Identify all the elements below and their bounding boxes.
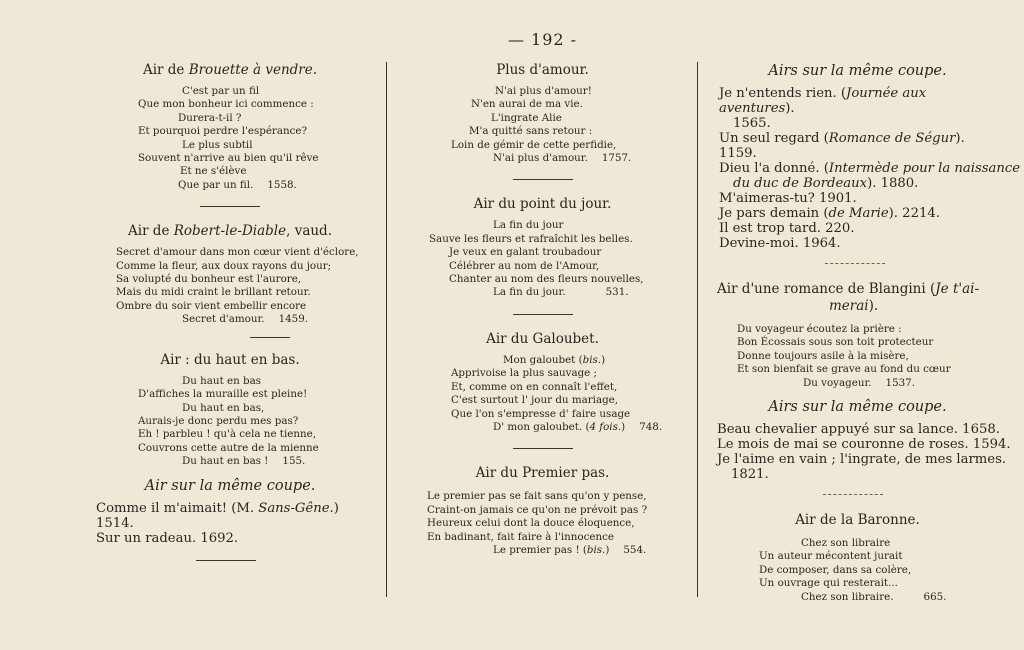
air-entry: Je l'aime en vain ; l'ingrate, de mes larmes.	[717, 452, 1007, 468]
verse-line: Secret d'amour dans mon cœur vient d'éclore,	[116, 246, 359, 259]
air-list	[719, 86, 1021, 251]
entry-text: ).	[785, 101, 795, 116]
separator	[823, 494, 883, 496]
heading-text: Air de	[128, 223, 174, 240]
separator	[196, 560, 256, 561]
entry-text: ). 1159.	[719, 131, 965, 161]
separator	[513, 314, 573, 315]
verse-line: Heureux celui dont la douce éloquence,	[427, 517, 635, 530]
verse-line	[451, 421, 680, 434]
verse-line: Bon Écossais sous son toit protecteur	[737, 336, 934, 349]
verse-line: Comme la fleur, aux doux rayons du jour;	[116, 259, 332, 272]
song-heading: Air de la Baronne.	[795, 512, 920, 529]
verse-text: Le premier pas ! (	[493, 543, 587, 556]
verse-line: N'en aurai de ma vie.	[471, 98, 583, 111]
separator	[200, 206, 260, 207]
entry-title: du duc de Bordeaux	[733, 176, 868, 191]
air-number: 1558.	[267, 178, 297, 191]
entry-title: Journée aux aventures	[719, 86, 927, 116]
verse-line: C'est surtout l' jour du mariage,	[451, 394, 619, 407]
air-entry	[719, 161, 1021, 176]
verse-line	[737, 377, 1000, 390]
entry-text: Comme il m'aimait! (M.	[96, 500, 259, 516]
entry-text: ) 1514.	[96, 500, 339, 531]
air-number: 1565.	[733, 116, 771, 131]
song-heading: Air du Premier pas.	[475, 465, 610, 482]
heading-title: Je t'ai-	[935, 281, 980, 297]
verse-line: Donne toujours asile à la misère,	[737, 349, 909, 362]
verse-text: Du voyageur.	[803, 376, 872, 389]
verse	[90, 375, 370, 469]
heading-text: ).	[868, 298, 879, 314]
air-entry: M'aimeras-tu? 1901.	[719, 191, 857, 206]
verse-line: M'a quitté sans retour :	[469, 125, 593, 138]
air-entry	[719, 206, 1000, 221]
verse-text: )	[601, 353, 606, 366]
verse	[90, 85, 370, 192]
column-2	[405, 62, 680, 557]
air-entry	[719, 176, 1000, 191]
verse-line: Et, comme on en connaît l'effet,	[451, 380, 618, 393]
section-heading: Air sur la même coupe.	[144, 477, 316, 494]
verse-line	[427, 544, 680, 557]
heading-text: Air de	[142, 62, 189, 78]
verse-text: Chez son libraire.	[801, 590, 894, 603]
entry-title: de Marie	[828, 206, 889, 221]
verse-line: Craint-on jamais ce qu'on ne prévoit pas ?	[427, 503, 648, 516]
air-number: 1821.	[731, 467, 769, 483]
verse-line	[429, 286, 680, 299]
entry-title: Romance de Ségur	[828, 131, 956, 146]
verse-line	[759, 591, 1000, 604]
verse-line: Eh ! parbleu ! qu'à cela ne tienne,	[138, 428, 316, 441]
song-heading	[90, 223, 370, 240]
separator	[825, 263, 885, 265]
page-number: — 192 -	[507, 30, 578, 49]
song-heading: Air : du haut en bas.	[160, 351, 300, 368]
verse-line: Que mon bonheur ici commence :	[138, 98, 314, 111]
entry-text: ). 2214.	[888, 206, 940, 221]
verse-line: Apprivoise la plus sauvage ;	[451, 367, 598, 380]
air-number: 1537.	[885, 376, 915, 389]
air-entry: Devine-moi. 1964.	[719, 236, 841, 251]
separator	[513, 179, 573, 180]
separator	[250, 337, 290, 338]
heading-title: merai	[829, 298, 869, 314]
verse	[405, 219, 680, 299]
verse-text: )	[605, 543, 610, 556]
verse-text: La fin du jour.	[493, 286, 566, 299]
verse-line	[116, 313, 370, 326]
entry-text: Je n'entends rien. (	[719, 86, 847, 101]
verse-line: Du haut en bas	[182, 374, 261, 387]
air-number: 748.	[639, 420, 663, 433]
verse-line: Du voyageur écoutez la prière :	[737, 323, 902, 335]
verse-line: Que l'on s'empresse d' faire usage	[451, 407, 631, 420]
column-rule-2	[697, 62, 698, 597]
verse-line: Sauve les fleurs et rafraîchit les belles.	[429, 232, 633, 245]
air-list	[96, 501, 370, 546]
heading-title: Robert-le-Diable	[173, 223, 287, 240]
verse-line: Chez son libraire	[801, 537, 891, 550]
song-heading	[717, 281, 1000, 315]
air-number: 665.	[923, 590, 947, 603]
song-heading: Plus d'amour.	[496, 62, 589, 78]
verse-line: D'affiches la muraille est pleine!	[138, 388, 308, 401]
verse-italic: bis.	[586, 543, 606, 556]
verse-line: Et son bienfait se grave au fond du cœur	[737, 363, 951, 376]
verse-line	[451, 152, 680, 165]
verse-text: Secret d'amour.	[182, 313, 265, 326]
verse-line: La fin du jour	[493, 219, 564, 232]
verse-italic: 4 fois.	[589, 420, 622, 433]
verse-line: N'ai plus d'amour!	[495, 85, 592, 97]
verse-line: Ombre du soir vient embellir encore	[116, 299, 307, 312]
air-entry: Il est trop tard. 220.	[719, 221, 855, 236]
verse-line: Couvrons cette autre de la mienne	[138, 441, 319, 454]
verse-line: Et ne s'élève	[180, 165, 247, 178]
entry-title: Intermède pour la naissance	[828, 161, 1021, 176]
verse-line	[138, 179, 370, 192]
section-heading: Airs sur la même coupe.	[768, 63, 947, 79]
verse-text: )	[621, 420, 626, 433]
verse-line: Aurais-je donc perdu mes pas?	[138, 414, 299, 427]
verse	[90, 246, 370, 326]
verse-line: De composer, dans sa colère,	[759, 563, 912, 576]
verse-text: N'ai plus d'amour.	[493, 152, 588, 165]
air-number: 531.	[605, 286, 629, 299]
verse-line: Le premier pas se fait sans qu'on y pense,	[427, 490, 647, 503]
verse-line: Mais du midi craint le brillant retour.	[116, 286, 311, 299]
verse	[405, 490, 680, 557]
verse-text: Que par un fil.	[178, 178, 254, 191]
column-3	[715, 62, 1021, 604]
heading-text: Air d'une romance de Blangini (	[717, 281, 936, 297]
separator	[513, 448, 573, 449]
verse-line: Un ouvrage qui resterait...	[759, 577, 898, 590]
verse	[405, 354, 680, 434]
air-entry: Le mois de mai se couronne de roses. 1594.	[717, 437, 1011, 453]
verse	[715, 323, 1000, 390]
entry-text: Je pars demain (	[719, 206, 829, 221]
song-heading: Air du point du jour.	[473, 196, 612, 213]
verse-line: Du haut en bas,	[182, 401, 265, 414]
air-list	[717, 422, 1011, 483]
verse-text: Mon galoubet (	[503, 353, 583, 366]
heading-text: , vaud.	[286, 223, 332, 240]
verse-line: Durera-t-il ?	[178, 111, 242, 124]
verse-line	[451, 354, 680, 367]
verse-line	[138, 455, 370, 468]
verse-text: Du haut en bas !	[182, 455, 269, 468]
column-1	[90, 62, 370, 561]
verse-line: Je veux en galant troubadour	[449, 246, 602, 259]
air-entry: Sur un radeau. 1692.	[96, 530, 239, 546]
verse-line: C'est par un fil	[182, 85, 260, 97]
verse-line: Un auteur mécontent jurait	[759, 550, 903, 563]
verse	[715, 537, 1000, 604]
verse-line: Et pourquoi perdre l'espérance?	[138, 125, 308, 138]
air-number: 1459.	[278, 313, 309, 326]
verse-italic: bis.	[582, 353, 602, 366]
verse-line: Sa volupté du bonheur est l'aurore,	[116, 273, 302, 286]
verse-line: Célébrer au nom de l'Amour,	[449, 259, 600, 272]
air-entry: Beau chevalier appuyé sur sa lance. 1658.	[717, 422, 1000, 438]
verse-line: Le plus subtil	[182, 138, 253, 151]
entry-text: Dieu l'a donné. (	[719, 161, 829, 176]
air-entry	[719, 131, 1000, 161]
verse-line: Souvent n'arrive au bien qu'il rêve	[138, 152, 319, 165]
air-number: 554.	[623, 543, 647, 556]
verse-line: Loin de gémir de cette perfidie,	[451, 138, 617, 151]
column-rule-1	[386, 62, 387, 597]
entry-title: Sans-Gêne.	[258, 500, 334, 516]
air-number: 155.	[282, 455, 306, 468]
verse-line: En badinant, fait faire à l'innocence	[427, 530, 614, 543]
entry-text: ). 1880.	[867, 176, 919, 191]
section-heading: Airs sur la même coupe.	[768, 399, 947, 416]
heading-title: Brouette à vendre.	[188, 62, 318, 78]
entry-text: Un seul regard (	[719, 131, 829, 146]
verse	[405, 85, 680, 165]
verse-line: L'ingrate Alie	[491, 111, 562, 124]
song-heading: Air du Galoubet.	[486, 330, 599, 347]
air-entry	[96, 501, 370, 531]
verse-line: Chanter au nom des fleurs nouvelles,	[449, 273, 644, 286]
air-number: 1757.	[601, 152, 632, 165]
air-entry	[719, 86, 1000, 116]
verse-text: D' mon galoubet. (	[493, 420, 590, 433]
song-heading	[90, 62, 370, 79]
